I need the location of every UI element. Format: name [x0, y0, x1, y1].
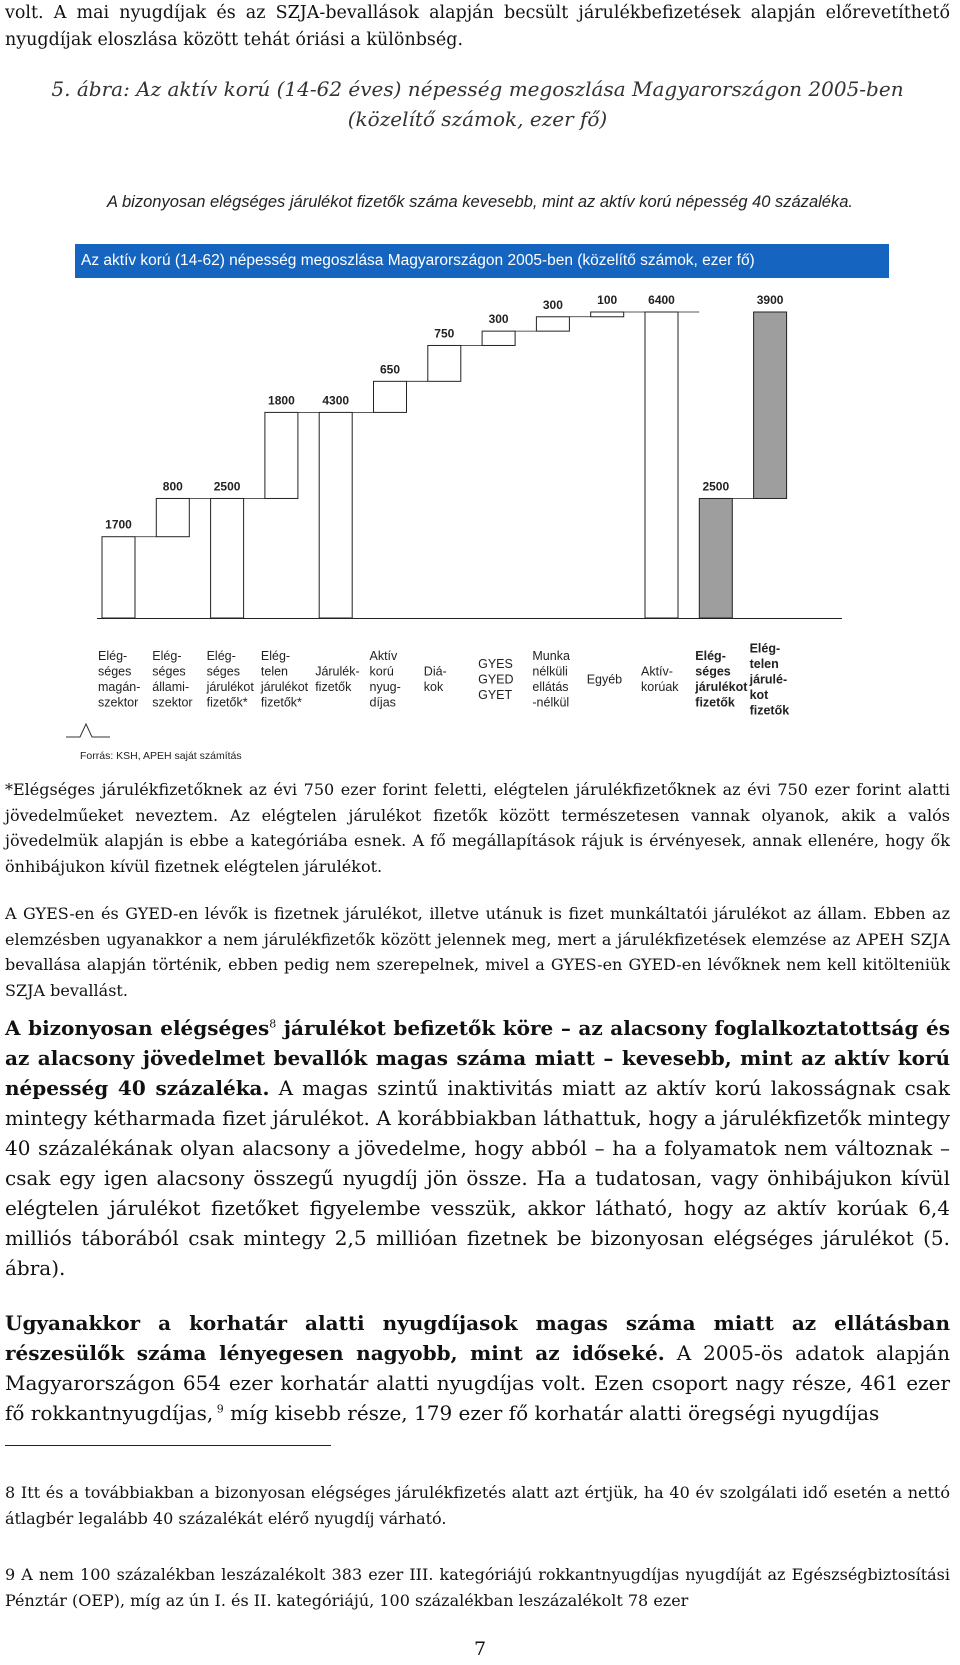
note-paragraph: *Elégséges járulékfizetőknek az évi 750 ezer forint feletti, elégtelen járulékfizetőknek az évi 750 ezer forint alatti jövedelműeket neveztem. Az elégtelen járulékot fizetők között természetesen vannak olyanok, akik a valós jövedelmük alapján is ebbe a kategóriába esnek. A fő megállapítások rájuk is érvényesek, annak ellenére, hogy ők önhibájukon kívül fizetnek elégtelen járulékot. [5, 780, 950, 876]
category-label-10: Aktív-korúak [641, 664, 679, 694]
footnote-8-number: 8 [5, 1483, 16, 1502]
category-label-4: Járulék-fizetők [315, 664, 360, 694]
bar-12 [754, 312, 787, 498]
main-paragraph-2 [5, 1308, 950, 1428]
bar-4 [319, 412, 352, 618]
value-label-8: 300 [542, 297, 563, 312]
bar-2 [211, 498, 244, 618]
category-label-2: Elég-séges járulékot fizetők* [206, 649, 254, 710]
footnote-divider [5, 1445, 331, 1446]
axis-break-mark [66, 724, 110, 737]
figure-source: Forrás: KSH, APEH saját számítás [80, 750, 242, 762]
bar-3 [265, 412, 298, 498]
category-label-9: Egyéb [586, 672, 623, 687]
chart-banner: Az aktív korú (14-62) népesség megoszlása Magyarországon 2005-ben (közelítő számok, ezer fő) [75, 244, 889, 278]
para1-rest: A magas szintű inaktivitás miatt az aktív korú lakosságnak csak mintegy kétharmada fizet járulékot. A korábbiakban láthattuk, hogy a járulékfizetők mintegy 40 százalékának olyan alacsony a jövedelme, hogy abból – ha a folyamatok nem változnak – csak egy igen alacsony összegű nyugdíj jön össze. Ha a tudatosan, vagy önhibájukon kívül elégtelen járulékot fizetőket figyelembe vesszük, akkor látható, hogy az aktív korúak 6,4 milliós táborából csak mintegy 2,5 millióan fizetnek be bizonyosan elégséges járulékot (5. ábra). [5, 1076, 950, 1280]
bar-10 [645, 312, 678, 618]
footnote-8 [5, 1480, 950, 1532]
value-label-0: 1700 [105, 517, 132, 532]
value-label-1: 800 [162, 479, 183, 494]
category-label-6: Diá-kok [423, 664, 447, 694]
value-label-5: 650 [379, 362, 401, 377]
para2-rest-b: míg kisebb része, 179 ezer fő korhatár alatti öregségi nyugdíjas [223, 1401, 880, 1425]
category-label-7: GYES GYED GYET [478, 656, 514, 702]
footnote-9-text: A nem 100 százalékban leszázalékolt 383 ezer III. kategóriájú rokkantnyugdíjas nyugdíját az Egészségbiztosítási Pénztár (OEP), míg az ún I. és II. kategóriájú, 100 százalékban leszázalékolt 78 ezer [5, 1565, 950, 1610]
bar-7 [482, 331, 515, 345]
value-label-11: 2500 [702, 479, 730, 494]
para1-bold-b: járulékot befizetők köre – az alacsony foglalkoztatottság és az alacsony jövedelmet bevallók magas száma miatt – kevesebb, mint az aktív korú népesség 40 százaléka. [5, 1016, 951, 1100]
para2-bold: Ugyanakkor a korhatár alatti nyugdíjasok magas száma miatt az ellátásban részesülők száma lényegesen nagyobb, mint az időseké. [5, 1311, 950, 1365]
value-label-4: 4300 [322, 393, 350, 408]
category-label-12: Elég-telen járulé-kot fizetők [749, 641, 790, 718]
category-label-1: Elég-séges állami-szektor [152, 649, 193, 710]
category-label-0: Elég-séges magán-szektor [98, 649, 141, 710]
category-label-8: Munka nélküli ellátás -nélkül [532, 649, 570, 710]
bar-5 [374, 381, 407, 412]
value-label-3: 1800 [268, 393, 295, 408]
chart-headline: A bizonyosan elégséges járulékot fizetők száma kevesebb, mint az aktív korú népesség 40 százaléka. [107, 193, 853, 211]
footnote-9-number: 9 [5, 1565, 16, 1584]
bar-0 [102, 537, 135, 618]
figure-caption: 5. ábra: Az aktív korú (14-62 éves) népesség megoszlása Magyarországon 2005-ben (közelítő számok, ezer fő) [51, 77, 904, 131]
page-number: 7 [473, 1638, 487, 1660]
value-label-10: 6400 [648, 293, 675, 307]
footnote-ref-8: 8 [269, 1017, 277, 1031]
category-label-3: Elég-telen járulékot fizetők* [260, 649, 309, 710]
bar-6 [428, 345, 461, 381]
category-label-5: Aktív korú nyug-díjas [369, 649, 401, 710]
value-label-6: 750 [434, 326, 455, 341]
category-label-11: Elég-séges járulékot fizetők [695, 649, 748, 710]
bar-9 [591, 312, 624, 317]
waterfall-chart [0, 0, 960, 760]
bar-11 [699, 498, 732, 618]
gyes-paragraph: A GYES-en és GYED-en lévők is fizetnek járulékot, illetve utánuk is fizet munkáltatói járulékot az állam. Ebben az elemzésben ugyanakkor a nem járulékfizetők között jelennek meg, mert a járulékfizetések elemzése az APEH SZJA bevallása alapján történik, ebben pedig nem szerepelnek, mivel a GYES-en GYED-en lévőknek nem kell kitölteniük SZJA bevallást. [5, 904, 950, 1000]
footnote-9 [5, 1562, 950, 1614]
value-label-12: 3900 [756, 293, 784, 307]
footnote-8-text: Itt és a továbbiakban a bizonyosan elégséges járulékfizetés alatt azt értjük, ha 40 év szolgálati idő esetén a nettó átlagbér legalább 40 százalékát elérő nyugdíj várható. [5, 1483, 950, 1528]
main-paragraph-1 [5, 1013, 950, 1283]
value-label-9: 100 [597, 293, 618, 307]
bar-8 [536, 317, 569, 331]
para2-rest-a: A 2005-ös adatok alapján Magyarországon 654 ezer korhatár alatti nyugdíjas volt. Ezen csoport nagy része, 461 ezer fő rokkantnyugdíjas, [5, 1341, 951, 1425]
para1-bold-a: A bizonyosan elégséges [5, 1016, 270, 1040]
bar-1 [156, 498, 189, 536]
value-label-2: 2500 [213, 479, 241, 494]
footnote-ref-9: 9 [213, 1402, 224, 1416]
value-label-7: 300 [488, 312, 509, 327]
intro-paragraph: volt. A mai nyugdíjak és az SZJA-bevallások alapján becsült járulékbefizetések alapján előrevetíthető nyugdíjak eloszlása között tehát óriási a különbség. [5, 3, 950, 50]
